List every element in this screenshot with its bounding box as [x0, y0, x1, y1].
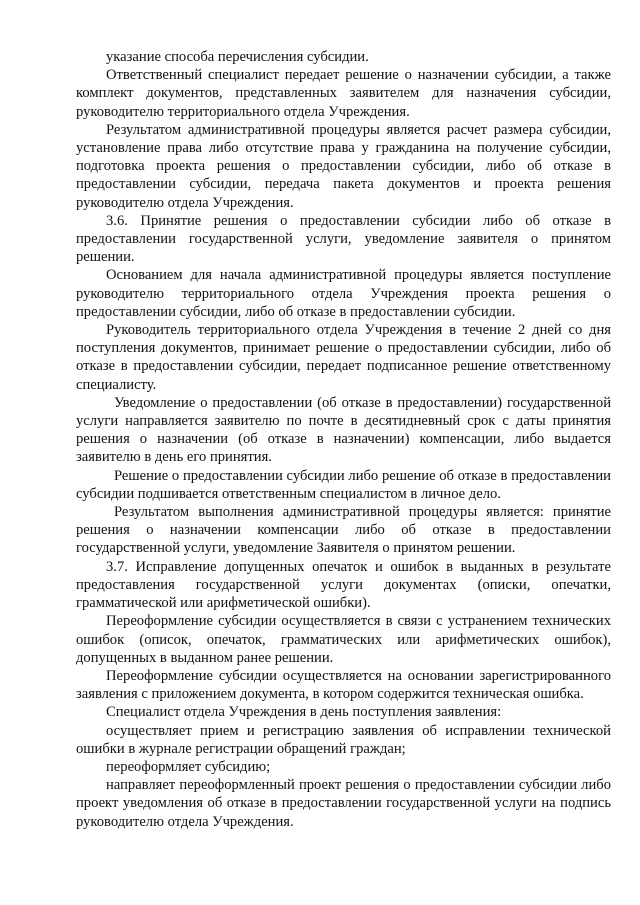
paragraph-reissue-reason: Переоформление субсидии осуществляется в связи с устранением технических ошибок (описок, опечаток, грамматических или арифметических ошибок), допущенных в выданном ранее решении. — [76, 613, 611, 666]
list-item-reissue: переоформляет субсидию; — [106, 758, 271, 775]
paragraph-subsidy-transfer-method: указание способа перечисления субсидии. — [106, 49, 369, 65]
paragraph-procedure-result-calculation: Результатом административной процедуры является расчет размера субсидии, установление права либо отсутствие права у гражданина на получение субсидии, подготовка проекта решения о предоставлении субсидии, либо об отказе в предоставлении субсидии, передача пакета документов и проекта решения руководителю отдела Учреждения. — [76, 121, 611, 211]
section-heading-3-7: 3.7. Исправление допущенных опечаток и ошибок в выданных в результате предоставления государственной услуги документах (описки, опечатки, грамматической или арифметической ошибки). — [76, 558, 611, 612]
paragraph-decision-filing: Решение о предоставлении субсидии либо решение об отказе в предоставлении субсидии подшивается ответственным специалистом в личное дело. — [76, 467, 611, 502]
list-item-send-for-signature: направляет переоформленный проект решения о предоставлении субсидии либо проект уведомления об отказе в предоставлении государственной услуги на подпись руководителю отдела Учреждения. — [76, 777, 611, 830]
paragraph-notification: Уведомление о предоставлении (об отказе в предоставлении) государственной услуги направляется заявителю по почте в десятидневный срок с даты принятия решения о назначении (об отказе в назначении) компенсации, либо выдается заявителю в день его принятия. — [76, 394, 611, 466]
document-page — [76, 48, 611, 831]
paragraph-reissue-basis: Переоформление субсидии осуществляется на основании зарегистрированного заявления с приложением документа, в котором содержится техническая ошибка. — [76, 667, 611, 703]
section-heading-3-6: 3.6. Принятие решения о предоставлении субсидии либо об отказе в предоставлении государственной услуги, уведомление заявителя о принятом решении. — [76, 212, 611, 266]
list-item-registration: осуществляет прием и регистрацию заявления об исправлении технической ошибки в журнале регистрации обращений граждан; — [76, 722, 611, 757]
paragraph-procedure-basis: Основанием для начала административной процедуры является поступление руководителю территориального отдела Учреждения проекта решения о предоставлении субсидии, либо об отказе в предоставлении субсидии. — [76, 267, 611, 320]
paragraph-specialist-transfers-decision: Ответственный специалист передает решение о назначении субсидии, а также комплект документов, представленных заявителем для назначения субсидии, руководителю территориального отдела Учреждения. — [76, 67, 611, 120]
paragraph-head-decision: Руководитель территориального отдела Учреждения в течение 2 дней со дня поступления документов, принимает решение о предоставлении субсидии, либо об отказе в предоставлении субсидии, передает подписанное решение ответственному специалисту. — [76, 322, 611, 393]
paragraph-specialist-actions-intro: Специалист отдела Учреждения в день поступления заявления: — [106, 704, 502, 721]
paragraph-procedure-result-decision: Результатом выполнения административной процедуры является: принятие решения о назначении компенсации либо об отказе в предоставлении государственной услуги, уведомление Заявителя о принятом решении. — [76, 504, 611, 557]
